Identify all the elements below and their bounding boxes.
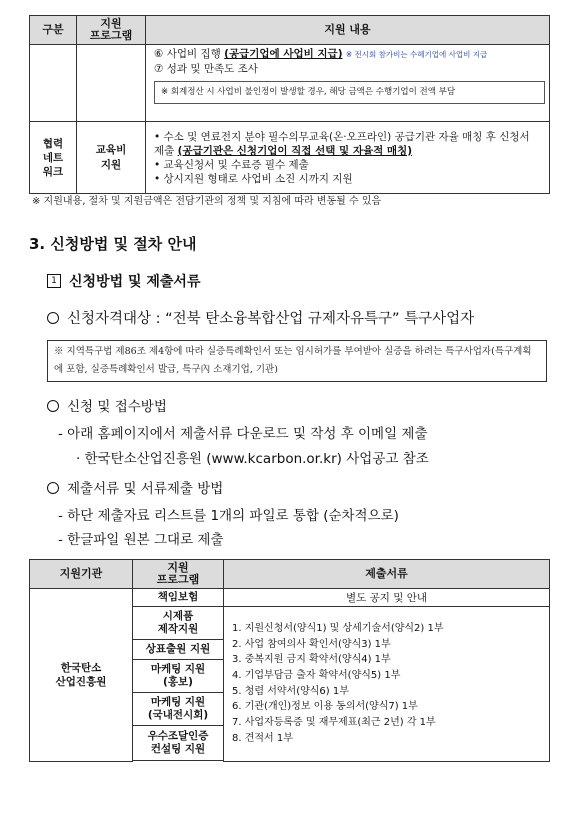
item6: ⑥ 사업비 집행 (공급기업에 사업비 지급) ※ 전시회 참가비는 수혜기업에 사업비 지급: [154, 48, 488, 60]
apply-line-1: - 아래 홈페이지에서 제출서류 다운로드 및 작성 후 이메일 제출: [58, 426, 428, 442]
doc-item: 2. 사업 참여의사 확인서(양식3) 1부: [232, 638, 391, 650]
eligibility-note: ※ 지역특구법 제86조 제4항에 따라 실증특례확인서 또는 임시허가를 부여받아 실증을 하려는 특구사업자(특구계획에 포함, 실증특례확인서 발급, 특구內 소재기업, 기관): [47, 340, 547, 382]
doc-item: 5. 청렴 서약서(양식6) 1부: [232, 685, 349, 697]
row2-category: 협력 네트 워크: [30, 122, 77, 194]
row2-program: 교육비 지원: [77, 122, 146, 194]
bullet-3: • 상시지원 형태로 사업비 소진 시까지 지원: [154, 172, 353, 185]
circle-bullet-icon: [47, 312, 59, 324]
circle-bullet-icon: [47, 400, 59, 412]
doc-item: 6. 기관(개인)정보 이용 동의서(양식7) 1부: [232, 701, 418, 713]
program-marketing-exhibition: 마케팅 지원 (국내전시회): [133, 693, 224, 726]
item7: ⑦ 성과 및 만족도 조사: [154, 63, 258, 75]
program-trademark: 상표출원 지원: [133, 640, 224, 660]
program-procurement: 우수조달인증 컨설팅 지원: [133, 726, 224, 761]
doc-item: 1. 지원신청서(양식1) 및 상세기술서(양식2) 1부: [232, 622, 444, 634]
doc-item: 7. 사업자등록증 및 재무제표(최근 2년) 각 1부: [232, 717, 436, 729]
spacer: [133, 761, 224, 762]
row2-content: [146, 122, 550, 194]
header-program: 지원 프로그램: [133, 560, 224, 589]
program-prototype: 시제품 제작지원: [133, 607, 224, 640]
program-insurance: 책임보험: [133, 589, 224, 607]
insurance-docs: 별도 공지 및 안내: [224, 589, 550, 607]
doc-item: 4. 기업부담금 출자 확약서(양식5) 1부: [232, 670, 401, 682]
circle-bullet-icon: [47, 482, 59, 494]
docs-line-1: - 하단 제출자료 리스트를 1개의 파일로 통합 (순차적으로): [58, 508, 399, 524]
subsection-title: [47, 271, 200, 291]
eligibility-line: 신청자격대상 : “전북 탄소융복합산업 규제자유특구” 특구사업자: [47, 307, 474, 328]
bullet-1: • 수소 및 연료전지 분야 필수의무교육(온·오프라인) 공급기관 자율 매칭 후 신청서 제출 (공급기관은 신청기업이 직접 선택 및 자율적 매칭): [154, 130, 530, 157]
header-agency: 지원기관: [30, 560, 133, 589]
header-program: 지원 프로그램: [77, 16, 146, 45]
docs-line-2: - 한글파일 원본 그대로 제출: [58, 532, 224, 548]
bullet-2: • 교육신청서 및 수료증 필수 제출: [154, 158, 309, 171]
apply-line-2: · 한국탄소산업진흥원 (www.kcarbon.or.kr) 사업공고 참조: [76, 451, 429, 467]
apply-heading: 신청 및 접수방법: [47, 395, 167, 415]
section-title: 3. 신청방법 및 절차 안내: [29, 235, 197, 253]
agency-cell: 한국탄소 산업진흥원: [30, 589, 133, 762]
docs-list: [224, 607, 550, 762]
support-content-table: [29, 15, 550, 194]
number-box: 1: [47, 274, 61, 288]
header-docs: 제출서류: [224, 560, 550, 589]
row1-content: [146, 45, 550, 122]
submission-table: [29, 559, 550, 762]
program-marketing-pr: 마케팅 지원 (홍보): [133, 660, 224, 693]
row1-category: [30, 45, 77, 122]
doc-item: 8. 견적서 1부: [232, 732, 293, 744]
settlement-note: ※ 회계정산 시 사업비 불인정이 발생할 경우, 해당 금액은 수행기업이 전액 부담: [154, 81, 545, 104]
docs-heading: 제출서류 및 서류제출 방법: [47, 477, 223, 497]
subsection-label: 신청방법 및 제출서류: [69, 274, 201, 290]
doc-item: 3. 중복지원 금지 확약서(양식4) 1부: [232, 654, 391, 666]
row1-program: [77, 45, 146, 122]
footnote: ※ 지원내용, 절차 및 지원금액은 전담기관의 정책 및 지침에 따라 변동될 수 있음: [32, 196, 382, 207]
header-content: 지원 내용: [146, 16, 550, 45]
header-category: 구분: [30, 16, 77, 45]
